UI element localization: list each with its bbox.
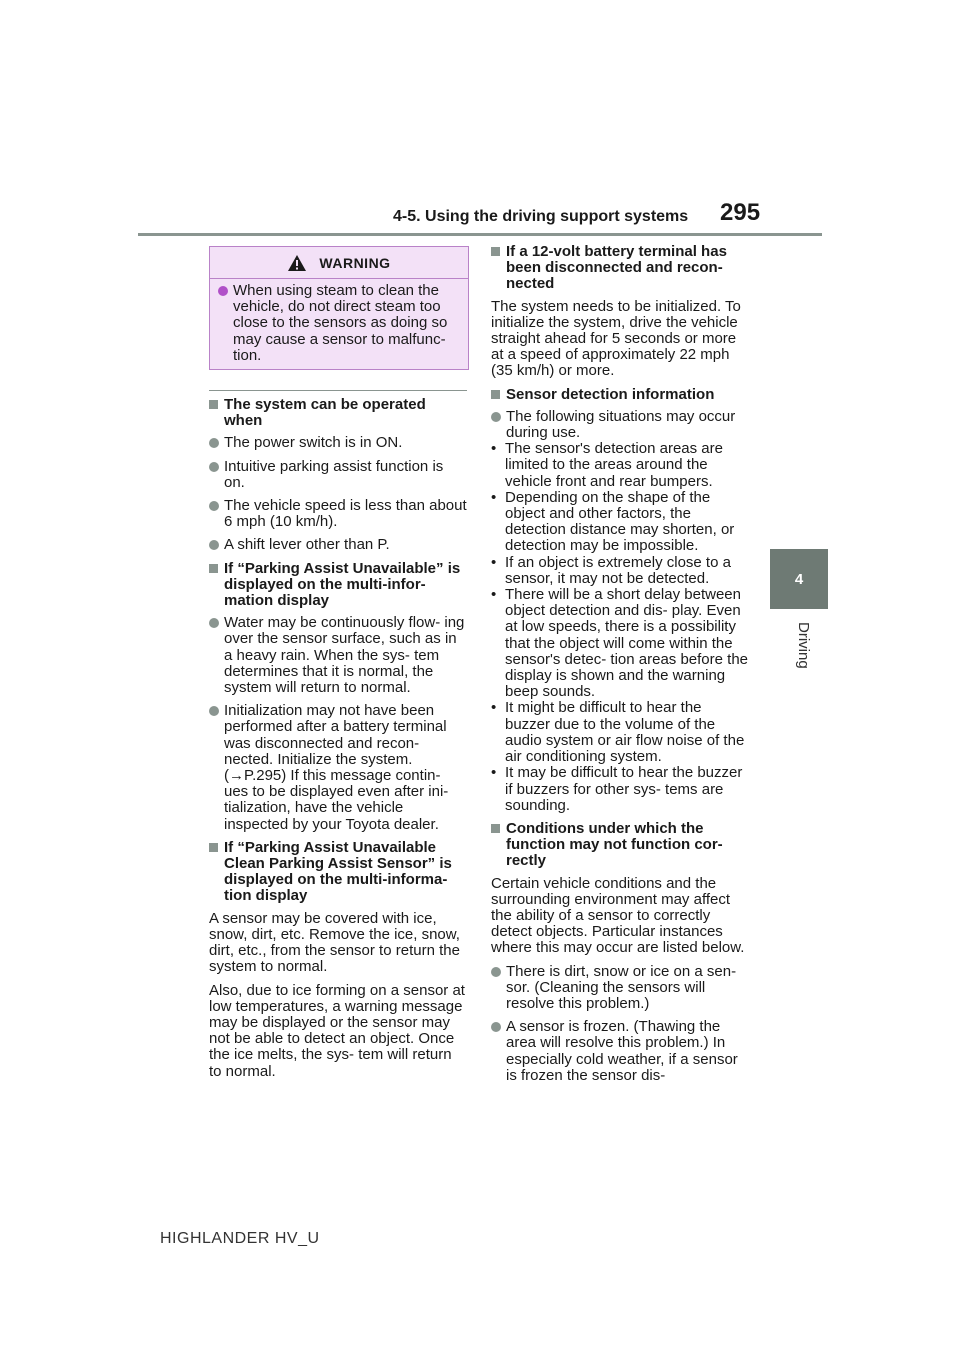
dash-item: • Depending on the shape of the object and other factors, the detection distance may shorten, or detection may be impossible.: [491, 488, 735, 555]
square-bullet-icon: [491, 824, 500, 833]
list-item: Intuitive parking assist function is on.: [209, 459, 467, 491]
dash-item: • If an object is extremely close to a sensor, it may not be detected.: [491, 553, 731, 587]
paragraph: Also, due to ice forming on a sensor at low temperatures, a warning message may be displayed or the sensor may not be able to detect an object. Once the ice melts, the sys- tem will return to normal.: [209, 981, 465, 1080]
chapter-label: Driving: [795, 622, 812, 669]
list-item: A shift lever other than P.: [209, 537, 467, 553]
section-heading: If “Parking Assist Unavailable Clean Parking Assist Sensor” is displayed on the multi-informa- tion display: [209, 840, 467, 905]
bullet-icon: [209, 540, 219, 550]
bullet-icon: [491, 967, 501, 977]
bullet-icon: [209, 438, 219, 448]
paragraph: The system needs to be initialized. To initialize the system, drive the vehicle straight ahead for 5 seconds or more at a speed of approximately 22 mph (35 km/h) or more.: [491, 297, 741, 380]
warning-triangle-icon: [287, 254, 307, 272]
dash-item: • It may be difficult to hear the buzzer if buzzers for other sys- tems are sounding.: [491, 764, 743, 814]
section-heading: The system can be operated when: [209, 397, 467, 429]
page-number: 295: [720, 199, 761, 226]
square-bullet-icon: [209, 843, 218, 852]
dash-item: • There will be a short delay between object detection and dis- play. Even at low speeds, there is a possibility that the object will come within the sensor's detec- tion areas before the display is shown and the warning beep sounds.: [491, 586, 749, 701]
bullet-icon: [209, 706, 219, 716]
bullet-icon: [209, 501, 219, 511]
right-column: [491, 244, 749, 1091]
list-item: A sensor is frozen. (Thawing the area will resolve this problem.) In especially cold weather, if a sensor is frozen the sensor dis-: [491, 1019, 749, 1084]
square-bullet-icon: [209, 564, 218, 573]
bullet-icon: [491, 1022, 501, 1032]
list-item: There is dirt, snow or ice on a sen- sor. (Cleaning the sensors will resolve this problem.): [491, 964, 749, 1013]
warning-header: [210, 247, 468, 279]
section-heading: If “Parking Assist Unavailable” is displayed on the multi-infor- mation display: [209, 561, 467, 610]
warning-title: WARNING: [319, 254, 391, 271]
list-item: The following situations may occur during use.: [491, 409, 749, 441]
section-rule: [209, 390, 467, 391]
section-heading: If a 12-volt battery terminal has been disconnected and recon- nected: [491, 244, 749, 293]
footer-model: HIGHLANDER HV_U: [160, 1230, 320, 1247]
square-bullet-icon: [491, 390, 500, 399]
chapter-number: 4: [794, 570, 804, 588]
warning-box: [209, 246, 469, 370]
section-title: 4-5. Using the driving support systems: [393, 208, 689, 225]
bullet-icon: [209, 462, 219, 472]
paragraph: Certain vehicle conditions and the surrounding environment may affect the ability of a sensor to correctly detect objects. Particular instances where this may occur are listed below.: [491, 874, 745, 957]
list-item: The power switch is in ON.: [209, 435, 467, 451]
paragraph: A sensor may be covered with ice, snow, dirt, etc. Remove the ice, snow, dirt, etc., from the sensor to return the system to normal.: [209, 909, 460, 976]
chapter-tab: [770, 549, 828, 609]
square-bullet-icon: [209, 400, 218, 409]
bullet-icon: [209, 618, 219, 628]
header-rule: [138, 233, 822, 236]
bullet-icon: [491, 412, 501, 422]
list-item: The vehicle speed is less than about 6 mph (10 km/h).: [209, 498, 467, 530]
list-item: Initialization may not have been performed after a battery terminal was disconnected and recon- nected. Initialize the system. (→P.295) If this message contin- ues to be displayed even after ini- tialization, have the vehicle inspected by your Toyota dealer.: [209, 703, 467, 833]
square-bullet-icon: [491, 247, 500, 256]
bullet-icon: [218, 286, 228, 296]
left-column: [209, 397, 467, 1087]
dash-item: • The sensor's detection areas are limited to the areas around the vehicle front and rear bumpers.: [491, 440, 723, 490]
dash-item: • It might be difficult to hear the buzzer due to the volume of the audio system or air flow noise of the air conditioning system.: [491, 699, 745, 766]
warning-item: When using steam to clean the vehicle, do not direct steam too close to the sensors as doing so may cause a sensor to malfunc- tion.: [218, 283, 460, 364]
dash-list: [491, 441, 749, 814]
section-heading: Conditions under which the function may not function cor- rectly: [491, 821, 749, 870]
section-heading: Sensor detection information: [491, 387, 749, 403]
list-item: Water may be continuously flow- ing over the sensor surface, such as in a heavy rain. When the sys- tem determines that it is normal, the system will return to normal.: [209, 615, 467, 696]
